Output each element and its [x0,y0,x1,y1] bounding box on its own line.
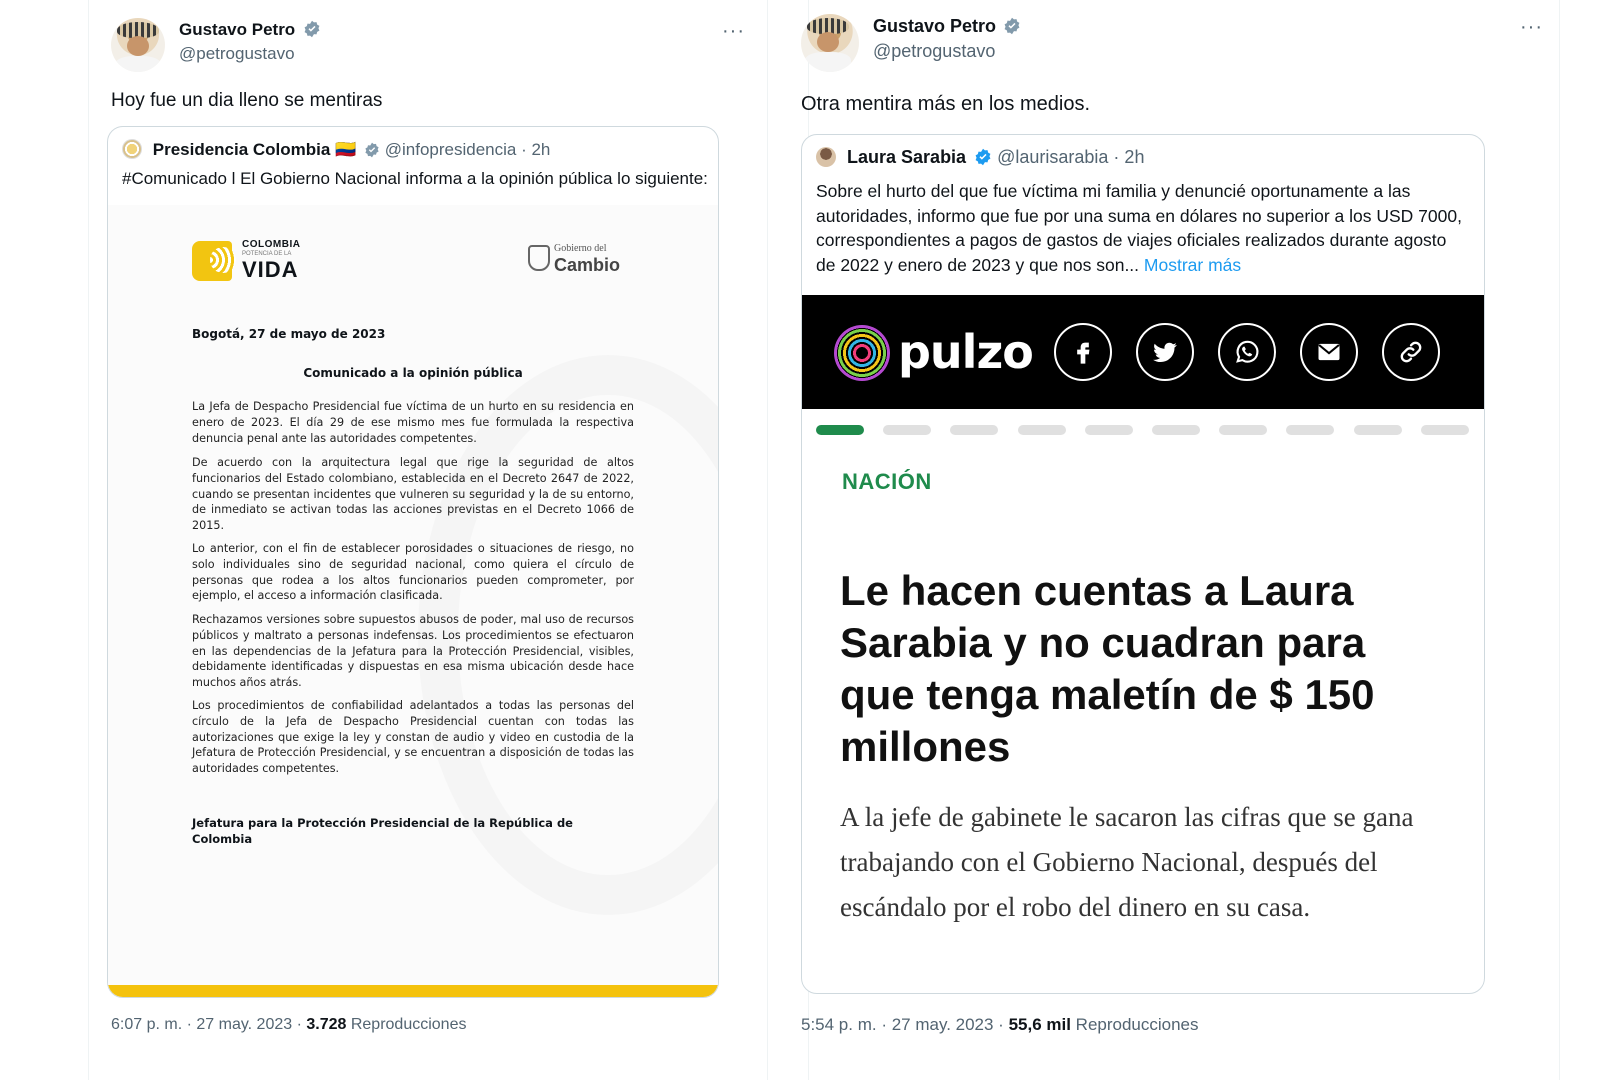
doc-footer-bar [108,985,718,997]
slide-dot[interactable] [816,425,864,435]
quote-text: Sobre el hurto del que fue víctima mi familia y denuncié oportunamente a las autoridades, informo que fue por una suma en dólares no superior a los USD 7000, correspondientes a pagos de gastos de viajes oficiales realizados durante agosto de 2022 y enero de 2023 y que nos son... Mostrar más [816,181,1462,275]
colombia-vida-logo: COLOMBIA POTENCIA DE LA VIDA [192,235,322,285]
doc-paragraph: Rechazamos versiones sobre supuestos abusos de poder, mal uso de recursos públicos y maltrato a personas indefensas. Los procedimientos se efectuaron en las dependencias de la Jefatura para la Protección Presidencial, visibles, debidamente identificadas y dispuestas en esa misma ubicación desde hace muchos años atrás. [192,613,634,690]
slide-dot[interactable] [883,425,931,435]
timestamp[interactable]: 6:07 p. m. · 27 may. 2023 · [111,1016,307,1033]
doc-paragraph: Los procedimientos de confiabilidad adelantados a todas las personas del círculo de la Jefa de Despacho Presidencial cuentan con todas las autorizaciones que exige la ley y constan de audio y video en custodia de la Jefatura de Protección Presidencial, y se encuentran a disposición de todas las autoridades competentes. [192,699,634,776]
more-options-icon[interactable]: ··· [1520,16,1543,38]
quote-display-name[interactable]: Presidencia Colombia [152,140,331,159]
doc-date: Bogotá, 27 de mayo de 2023 [192,327,386,341]
slide-indicator [816,425,1470,437]
slide-dot[interactable] [1018,425,1066,435]
quote-avatar [816,147,836,167]
verified-icon [364,142,380,158]
quote-handle-time: @infopresidencia · 2h [384,140,551,159]
display-name[interactable]: Gustavo Petro [873,16,997,36]
more-options-icon[interactable]: ··· [722,20,745,42]
tweet-header [111,16,745,76]
quote-text: #Comunicado l El Gobierno Nacional informa a la opinión pública lo siguiente: [122,169,708,188]
quoted-tweet[interactable] [107,126,719,998]
quote-avatar [122,139,142,159]
avatar[interactable] [801,14,859,72]
section-label: NACIÓN [842,469,932,494]
doc-signature: Jefatura para la Protección Presidencial de la República de Colombia [192,816,573,846]
gobierno-cambio-logo: Gobierno del Cambio [524,241,634,281]
slide-dot[interactable] [1152,425,1200,435]
tweet-meta [111,1016,466,1034]
whatsapp-icon[interactable] [1218,323,1276,381]
handle[interactable]: @petrogustavo [873,41,996,61]
mail-icon[interactable] [1300,323,1358,381]
slide-dot[interactable] [1085,425,1133,435]
slide-dot[interactable] [950,425,998,435]
facebook-icon[interactable] [1054,323,1112,381]
quote-handle-time: @laurisarabia · 2h [997,147,1145,167]
doc-paragraph: Lo anterior, con el fin de establecer porosidades o situaciones de riesgo, no solo individuales sino de seguridad nacional, como quiera el círculo de personas que rodea a los altos funcionarios pueden comprometer, por ejemplo, el acceso a información clasificada. [192,542,634,603]
view-count: 55,6 mil [1008,1015,1071,1034]
tweet-header [801,12,1543,72]
doc-paragraph: De acuerdo con la arquitectura legal que rige la seguridad de altos funcionarios del Estado colombiano, establecida en el Decreto 2647 de 2022, cuando se presentan incidentes que vulneren su seguridad y la de su entorno, de inmediato se activan todas las acciones previstas en el Decreto 1066 de 2015. [192,456,634,533]
show-more-link[interactable]: Mostrar más [1143,254,1242,275]
verified-icon [974,148,992,166]
doc-paragraph: La Jefa de Despacho Presidencial fue víctima de un hurto en su residencia en enero de 2023. El día 29 de ese mismo mes fue formulada la respectiva denuncia penal ante las autoridades competentes. [192,400,634,445]
pulzo-header: pulzo [802,295,1484,409]
verified-icon [1003,17,1021,35]
views-label: Reproducciones [346,1016,467,1033]
timestamp[interactable]: 5:54 p. m. · 27 may. 2023 · [801,1015,1009,1034]
twitter-icon[interactable] [1136,323,1194,381]
tweet-right[interactable] [801,0,1560,1080]
views-label: Reproducciones [1070,1015,1199,1034]
tweet-meta [801,1015,1199,1035]
handle[interactable]: @petrogustavo [179,44,295,63]
doc-title: Comunicado a la opinión pública [303,366,523,380]
quote-header [122,139,550,160]
tweet-left[interactable] [88,0,768,1080]
verified-icon [303,20,321,38]
quote-display-name[interactable]: Laura Sarabia [847,147,967,167]
slide-dot[interactable] [1286,425,1334,435]
tweet-text: Otra mentira más en los medios. [801,93,1090,115]
quote-header [816,147,1144,168]
article-subheadline: A la jefe de gabinete le sacaron las cifras que se gana trabajando con el Gobierno Nacional, después del escándalo por el robo del dinero en su casa. [840,802,1414,922]
quoted-tweet[interactable] [801,134,1485,994]
flag-icon: 🇨🇴 [335,140,357,159]
avatar[interactable] [111,18,165,72]
display-name[interactable]: Gustavo Petro [179,20,296,39]
communique-image[interactable] [108,205,718,997]
view-count: 3.728 [306,1016,347,1033]
link-icon[interactable] [1382,323,1440,381]
article-headline: Le hacen cuentas a Laura Sarabia y no cuadran para que tenga maletín de $ 150 millones [840,567,1375,770]
slide-dot[interactable] [1354,425,1402,435]
tweet-text: Hoy fue un dia lleno se mentiras [111,90,383,111]
slide-dot[interactable] [1421,425,1469,435]
slide-dot[interactable] [1219,425,1267,435]
